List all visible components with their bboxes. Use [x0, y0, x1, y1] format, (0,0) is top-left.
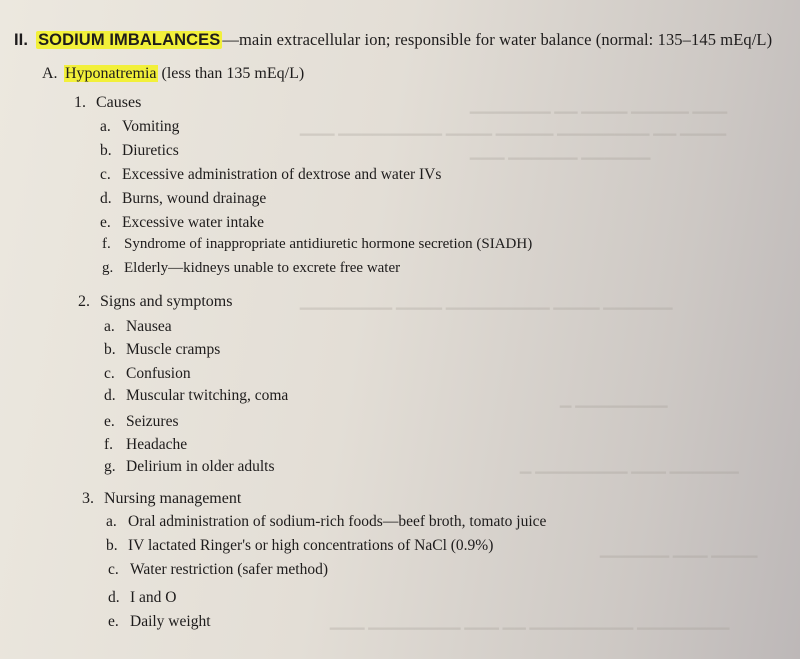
list-item: c. Confusion	[104, 365, 191, 382]
section-heading	[14, 30, 772, 50]
list-item: c. Excessive administration of dextrose and water IVs	[100, 166, 442, 183]
subsection-heading	[42, 65, 304, 83]
list-item: b. Muscle cramps	[104, 341, 221, 358]
show-through-line: ▁▁▁▁▁▁ ▁▁▁▁ ▁▁▁▁▁▁▁▁▁ ▁▁▁▁ ▁▁▁▁▁▁▁▁	[300, 294, 673, 310]
list-item: a. Nausea	[104, 318, 172, 335]
list-item: b. Diuretics	[100, 142, 179, 159]
signs-heading: 2. Signs and symptoms	[78, 293, 233, 310]
list-item: f. Headache	[104, 436, 188, 453]
show-through-line: ▁▁▁▁▁▁▁▁ ▁▁▁▁▁▁▁▁▁ ▁▁ ▁▁▁ ▁▁▁▁▁▁▁▁ ▁▁▁	[330, 614, 730, 630]
list-item: b. IV lactated Ringer's or high concentrations of NaCl (0.9%)	[106, 537, 494, 554]
show-through-line: ▁▁▁▁▁▁ ▁▁▁▁▁▁ ▁▁▁	[470, 144, 651, 160]
list-item: e. Seizures	[104, 413, 179, 430]
list-item: a. Oral administration of sodium-rich foods—beef broth, tomato juice	[106, 513, 547, 530]
subsection-description: (less than 135 mEq/L)	[157, 65, 305, 82]
list-item: f. Syndrome of inappropriate antidiuretic hormone secretion (SIADH)	[102, 236, 533, 252]
nursing-heading: 3. Nursing management	[82, 490, 242, 507]
list-item: d. I and O	[108, 589, 177, 606]
list-item: g. Elderly—kidneys unable to excrete free water	[102, 260, 401, 276]
list-item: c. Water restriction (safer method)	[108, 561, 329, 578]
show-through-line: ▁▁▁▁ ▁▁▁ ▁▁▁▁▁▁	[600, 542, 758, 558]
list-item: d. Burns, wound drainage	[100, 190, 267, 207]
list-item: e. Daily weight	[108, 613, 211, 630]
subsection-title: Hyponatremia	[65, 65, 157, 82]
list-item: e. Excessive water intake	[100, 214, 265, 231]
show-through-line: ▁▁▁▁▁▁ ▁▁▁ ▁▁▁▁▁▁▁▁ ▁	[520, 458, 739, 474]
show-through-line: ▁▁▁ ▁▁▁▁▁ ▁▁▁▁ ▁▁ ▁▁▁▁▁▁▁	[470, 98, 728, 114]
show-through-line: ▁▁▁▁ ▁▁ ▁▁▁▁▁▁▁▁ ▁▁▁▁▁ ▁▁▁▁ ▁▁▁▁▁▁▁▁▁ ▁▁▁	[300, 120, 727, 136]
causes-heading: 1. Causes	[74, 94, 142, 111]
heading-title: SODIUM IMBALANCES	[38, 31, 221, 49]
heading-description: —main extracellular ion; responsible for water balance (normal: 135–145 mEq/L)	[222, 30, 773, 49]
list-item: d. Muscular twitching, coma	[104, 387, 289, 404]
subsection-marker: A.	[42, 65, 58, 82]
list-item: g. Delirium in older adults	[104, 458, 275, 475]
heading-number: II.	[14, 31, 29, 49]
show-through-line: ▁▁▁▁▁▁▁▁ ▁	[560, 392, 668, 408]
list-item: a. Vomiting	[100, 118, 180, 135]
